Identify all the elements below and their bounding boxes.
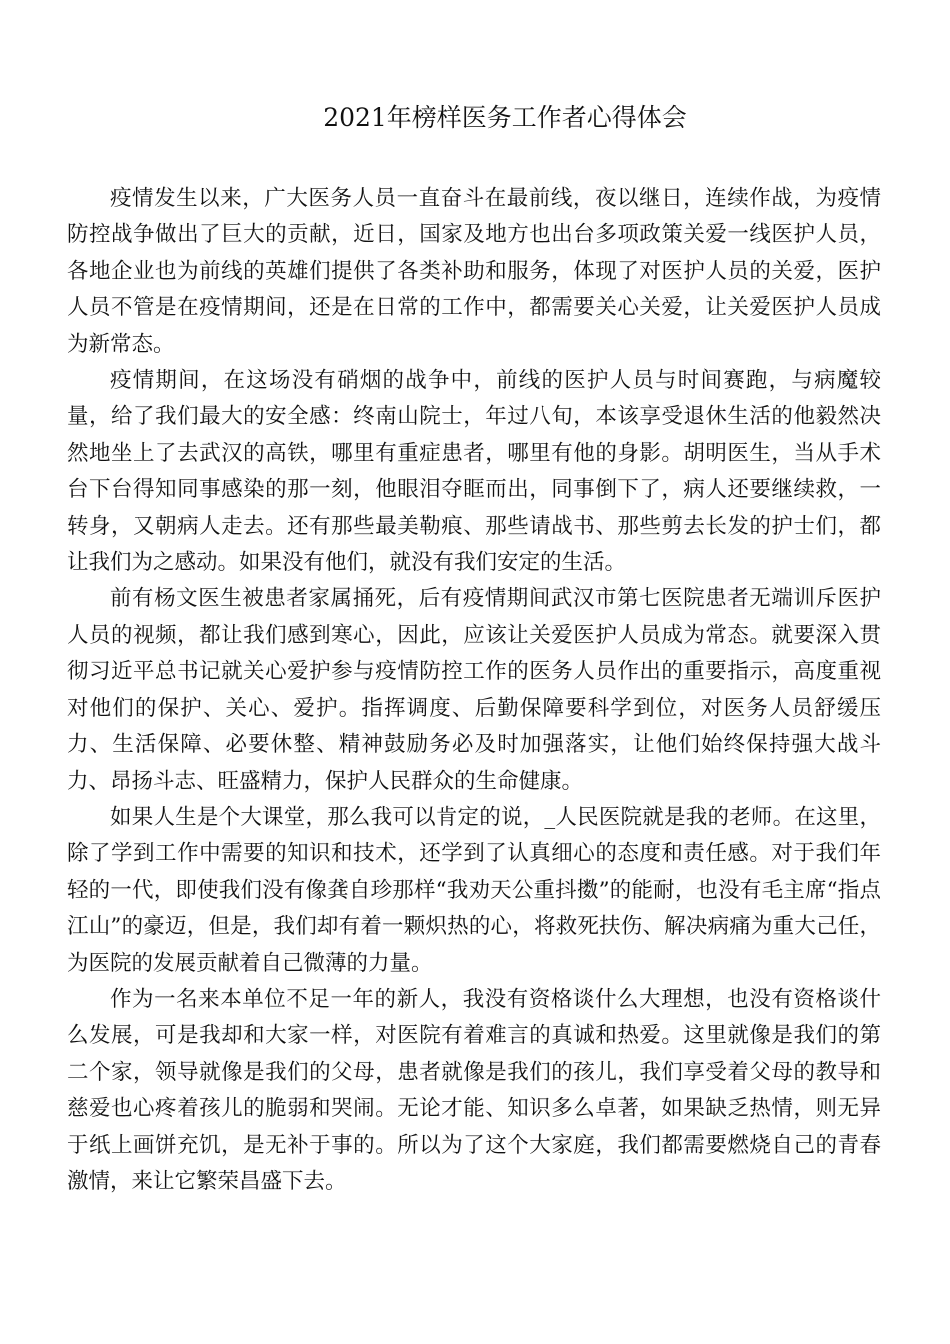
paragraph-3: 前有杨文医生被患者家属捅死，后有疫情期间武汉市第七医院患者无端训斥医护人员的视频，都让我们感到寒心，因此，应该让关爱医护人员成为常态。就要深入贯彻习近平总书记就关心爱护参与疫情防控工作的医务人员作出的重要指示，高度重视对他们的保护、关心、爱护。指挥调度、后勤保障要科学到位，对医务人员舒缓压力、生活保障、必要休整、精神鼓励务必及时加强落实，让他们始终保持强大战斗力、昂扬斗志、旺盛精力，保护人民群众的生命健康。 <box>67 586 881 794</box>
paragraph-1: 疫情发生以来，广大医务人员一直奋斗在最前线，夜以继日，连续作战，为疫情防控战争做出了巨大的贡献，近日，国家及地方也出台多项政策关爱一线医护人员，各地企业也为前线的英雄们提供了各类补助和服务，体现了对医护人员的关爱，医护人员不管是在疫情期间，还是在日常的工作中，都需要关心关爱，让关爱医护人员成为新常态。 <box>67 186 881 357</box>
document-title: 2021年榜样医务工作者心得体会 <box>323 103 687 132</box>
paragraph-4: 如果人生是个大课堂，那么我可以肯定的说，_人民医院就是我的老师。在这里，除了学到工作中需要的知识和技术，还学到了认真细心的态度和责任感。对于我们年轻的一代，即使我们没有像龚自珍那样“我劝天公重抖擞”的能耐，也没有毛主席“指点江山”的豪迈，但是，我们却有着一颗炽热的心，将救死扶伤、解决病痛为重大己任，为医院的发展贡献着自己微薄的力量。 <box>67 804 881 976</box>
paragraph-2: 疫情期间，在这场没有硝烟的战争中，前线的医护人员与时间赛跑，与病魔较量，给了我们最大的安全感：终南山院士，年过八旬，本该享受退休生活的他毅然决然地坐上了去武汉的高铁，哪里有重症患者，哪里有他的身影。胡明医生，当从手术台下台得知同事感染的那一刻，他眼泪夺眶而出，同事倒下了，病人还要继续救，一转身，又朝病人走去。还有那些最美勒痕、那些请战书、那些剪去长发的护士们，都让我们为之感动。如果没有他们，就没有我们安定的生活。 <box>67 368 881 576</box>
document-body <box>67 181 881 1200</box>
paragraph-5: 作为一名来本单位不足一年的新人，我没有资格谈什么大理想，也没有资格谈什么发展，可是我却和大家一样，对医院有着难言的真诚和热爱。这里就像是我们的第二个家，领导就像是我们的父母，患者就像是我们的孩儿，我们享受着父母的教导和慈爱也心疼着孩儿的脆弱和哭闹。无论才能、知识多么卓著，如果缺乏热情，则无异于纸上画饼充饥，是无补于事的。所以为了这个大家庭，我们都需要燃烧自己的青春激情，来让它繁荣昌盛下去。 <box>67 986 881 1194</box>
